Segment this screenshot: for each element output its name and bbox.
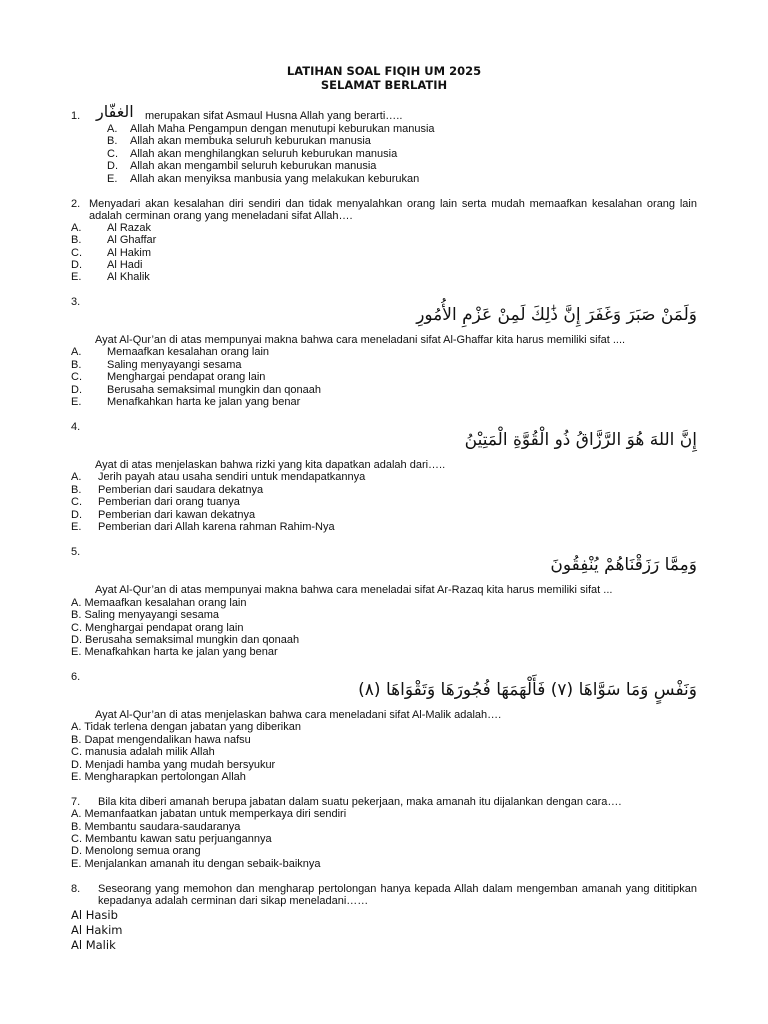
option-text: Allah akan mengambil seluruh keburukan manusia <box>130 160 377 172</box>
option-letter: A. <box>71 222 82 234</box>
option-item: C. manusia adalah milik Allah <box>71 746 215 758</box>
option-text: Al Hadi <box>107 259 143 271</box>
option-letter: A. <box>71 346 82 358</box>
option-letter: D. <box>71 259 82 271</box>
option-letter: C. <box>71 496 82 508</box>
option-text: Saling menyayangi sesama <box>107 359 242 371</box>
option-text: Berusaha semaksimal mungkin dan qonaah <box>107 384 322 396</box>
arabic-verse: وَلَمَنْ صَبَرَ وَغَفَرَ إِنَّ ذَٰلِكَ لَمِنْ عَزْمِ الأُمُورِ <box>416 305 697 325</box>
option-item: E. Menjalankan amanah itu dengan sebaik-baiknya <box>71 858 321 870</box>
option-text: Pemberian dari Allah karena rahman Rahim-Nya <box>98 521 335 533</box>
option-text: Jerih payah atau usaha sendiri untuk mendapatkannya <box>98 471 366 483</box>
option-item: B. Dapat mengendalikan hawa nafsu <box>71 734 251 746</box>
option-text: Al Razak <box>107 222 152 234</box>
question-text: merupakan sifat Asmaul Husna Allah yang berarti….. <box>145 110 403 122</box>
option-item: Al Hasib <box>71 908 118 922</box>
option-letter: A. <box>107 123 118 135</box>
question-number: 8. <box>71 883 81 895</box>
option-item: E. Menafkahkan harta ke jalan yang benar <box>71 646 278 658</box>
option-text: Allah akan menyiksa manbusia yang melakukan keburukan <box>130 173 420 185</box>
question-text: Ayat Al-Qur’an di atas menjelaskan bahwa cara meneladani sifat Al-Malik adalah…. <box>95 709 502 721</box>
option-item: Al Malik <box>71 938 116 952</box>
option-letter: E. <box>107 173 118 185</box>
option-item: Al Hakim <box>71 923 123 937</box>
option-item: A. Memanfaatkan jabatan untuk memperkaya diri sendiri <box>71 808 347 820</box>
option-item: D. Menolong semua orang <box>71 845 201 857</box>
question-text: Seseorang yang memohon dan mengharap pertolongan hanya kepada Allah dalam mengemban amanah yang dititipkan kepadanya adalah cerminan dari sikap meneladani…… <box>98 883 697 908</box>
question-number: 7. <box>71 796 81 808</box>
option-letter: E. <box>71 396 82 408</box>
option-item: D. Menjadi hamba yang mudah bersyukur <box>71 759 276 771</box>
option-text: Menghargai pendapat orang lain <box>107 371 266 383</box>
arabic-term: الغفّار <box>96 102 134 121</box>
question-number: 1. <box>71 110 81 122</box>
option-letter: C. <box>71 247 82 259</box>
option-letter: A. <box>71 471 82 483</box>
option-text: Menafkahkan harta ke jalan yang benar <box>107 396 301 408</box>
option-letter: B. <box>71 359 82 371</box>
arabic-verse: وَنَفْسٍ وَمَا سَوَّاهَا (٧) فَأَلْهَمَهَا فُجُورَهَا وَتَقْوَاهَا (٨) <box>358 680 697 700</box>
option-letter: D. <box>107 160 118 172</box>
question-text: Ayat di atas menjelaskan bahwa rizki yang kita dapatkan adalah dari….. <box>95 459 446 471</box>
option-item: C. Membantu kawan satu perjuangannya <box>71 833 272 845</box>
document-title: LATIHAN SOAL FIQIH UM 2025 <box>286 64 482 78</box>
option-item: B. Saling menyayangi sesama <box>71 609 219 621</box>
question-text: Bila kita diberi amanah berupa jabatan dalam suatu pekerjaan, maka amanah itu dijalankan dengan cara…. <box>98 796 622 808</box>
option-text: Pemberian dari saudara dekatnya <box>98 484 264 496</box>
question-number: 2. <box>71 198 81 210</box>
option-text: Al Ghaffar <box>107 234 157 246</box>
option-item: E. Mengharapkan pertolongan Allah <box>71 771 246 783</box>
option-text: Memaafkan kesalahan orang lain <box>107 346 270 358</box>
option-letter: C. <box>71 371 82 383</box>
option-letter: C. <box>107 148 118 160</box>
arabic-verse: وَمِمَّا رَزَقْنَاهُمْ يُنْفِقُونَ <box>550 555 697 575</box>
option-item: D. Berusaha semaksimal mungkin dan qonaah <box>71 634 300 646</box>
option-item: C. Menghargai pendapat orang lain <box>71 622 244 634</box>
option-text: Allah akan membuka seluruh keburukan manusia <box>130 135 371 147</box>
option-item: A. Tidak terlena dengan jabatan yang diberikan <box>71 721 301 733</box>
option-letter: B. <box>71 234 82 246</box>
question-number: 3. <box>71 296 81 308</box>
question-number: 6. <box>71 671 81 683</box>
option-text: Pemberian dari kawan dekatnya <box>98 509 256 521</box>
arabic-verse: إِنَّ اللهَ هُوَ الرَّزَّاقُ ذُو الْقُوَّةِ الْمَتِيْنُ <box>464 430 697 450</box>
question-text: Ayat Al-Qur’an di atas mempunyai makna bahwa cara meneladani sifat Al-Ghaffar kita harus memiliki sifat .... <box>95 334 626 346</box>
question-number: 4. <box>71 421 81 433</box>
option-letter: B. <box>107 135 118 147</box>
question-text: Ayat Al-Qur’an di atas mempunyai makna bahwa cara meneladai sifat Ar-Razaq kita harus memiliki sifat ... <box>95 584 613 596</box>
option-text: Allah akan menghilangkan seluruh keburukan manusia <box>130 148 398 160</box>
option-text: Al Hakim <box>107 247 152 259</box>
option-letter: E. <box>71 521 82 533</box>
question-number: 5. <box>71 546 81 558</box>
option-letter: B. <box>71 484 82 496</box>
option-text: Pemberian dari orang tuanya <box>98 496 240 508</box>
option-letter: D. <box>71 509 82 521</box>
option-item: B. Membantu saudara-saudaranya <box>71 821 241 833</box>
option-item: A. Memaafkan kesalahan orang lain <box>71 597 247 609</box>
question-text: Menyadari akan kesalahan diri sendiri dan tidak menyalahkan orang lain serta mudah memaafkan kesalahan orang lain adalah cerminan orang yang meneladani sifat Allah…. <box>89 198 697 223</box>
option-letter: D. <box>71 384 82 396</box>
option-letter: E. <box>71 271 82 283</box>
document-subtitle: SELAMAT BERLATIH <box>320 78 448 92</box>
option-text: Allah Maha Pengampun dengan menutupi keburukan manusia <box>130 123 435 135</box>
option-text: Al Khalik <box>107 271 150 283</box>
